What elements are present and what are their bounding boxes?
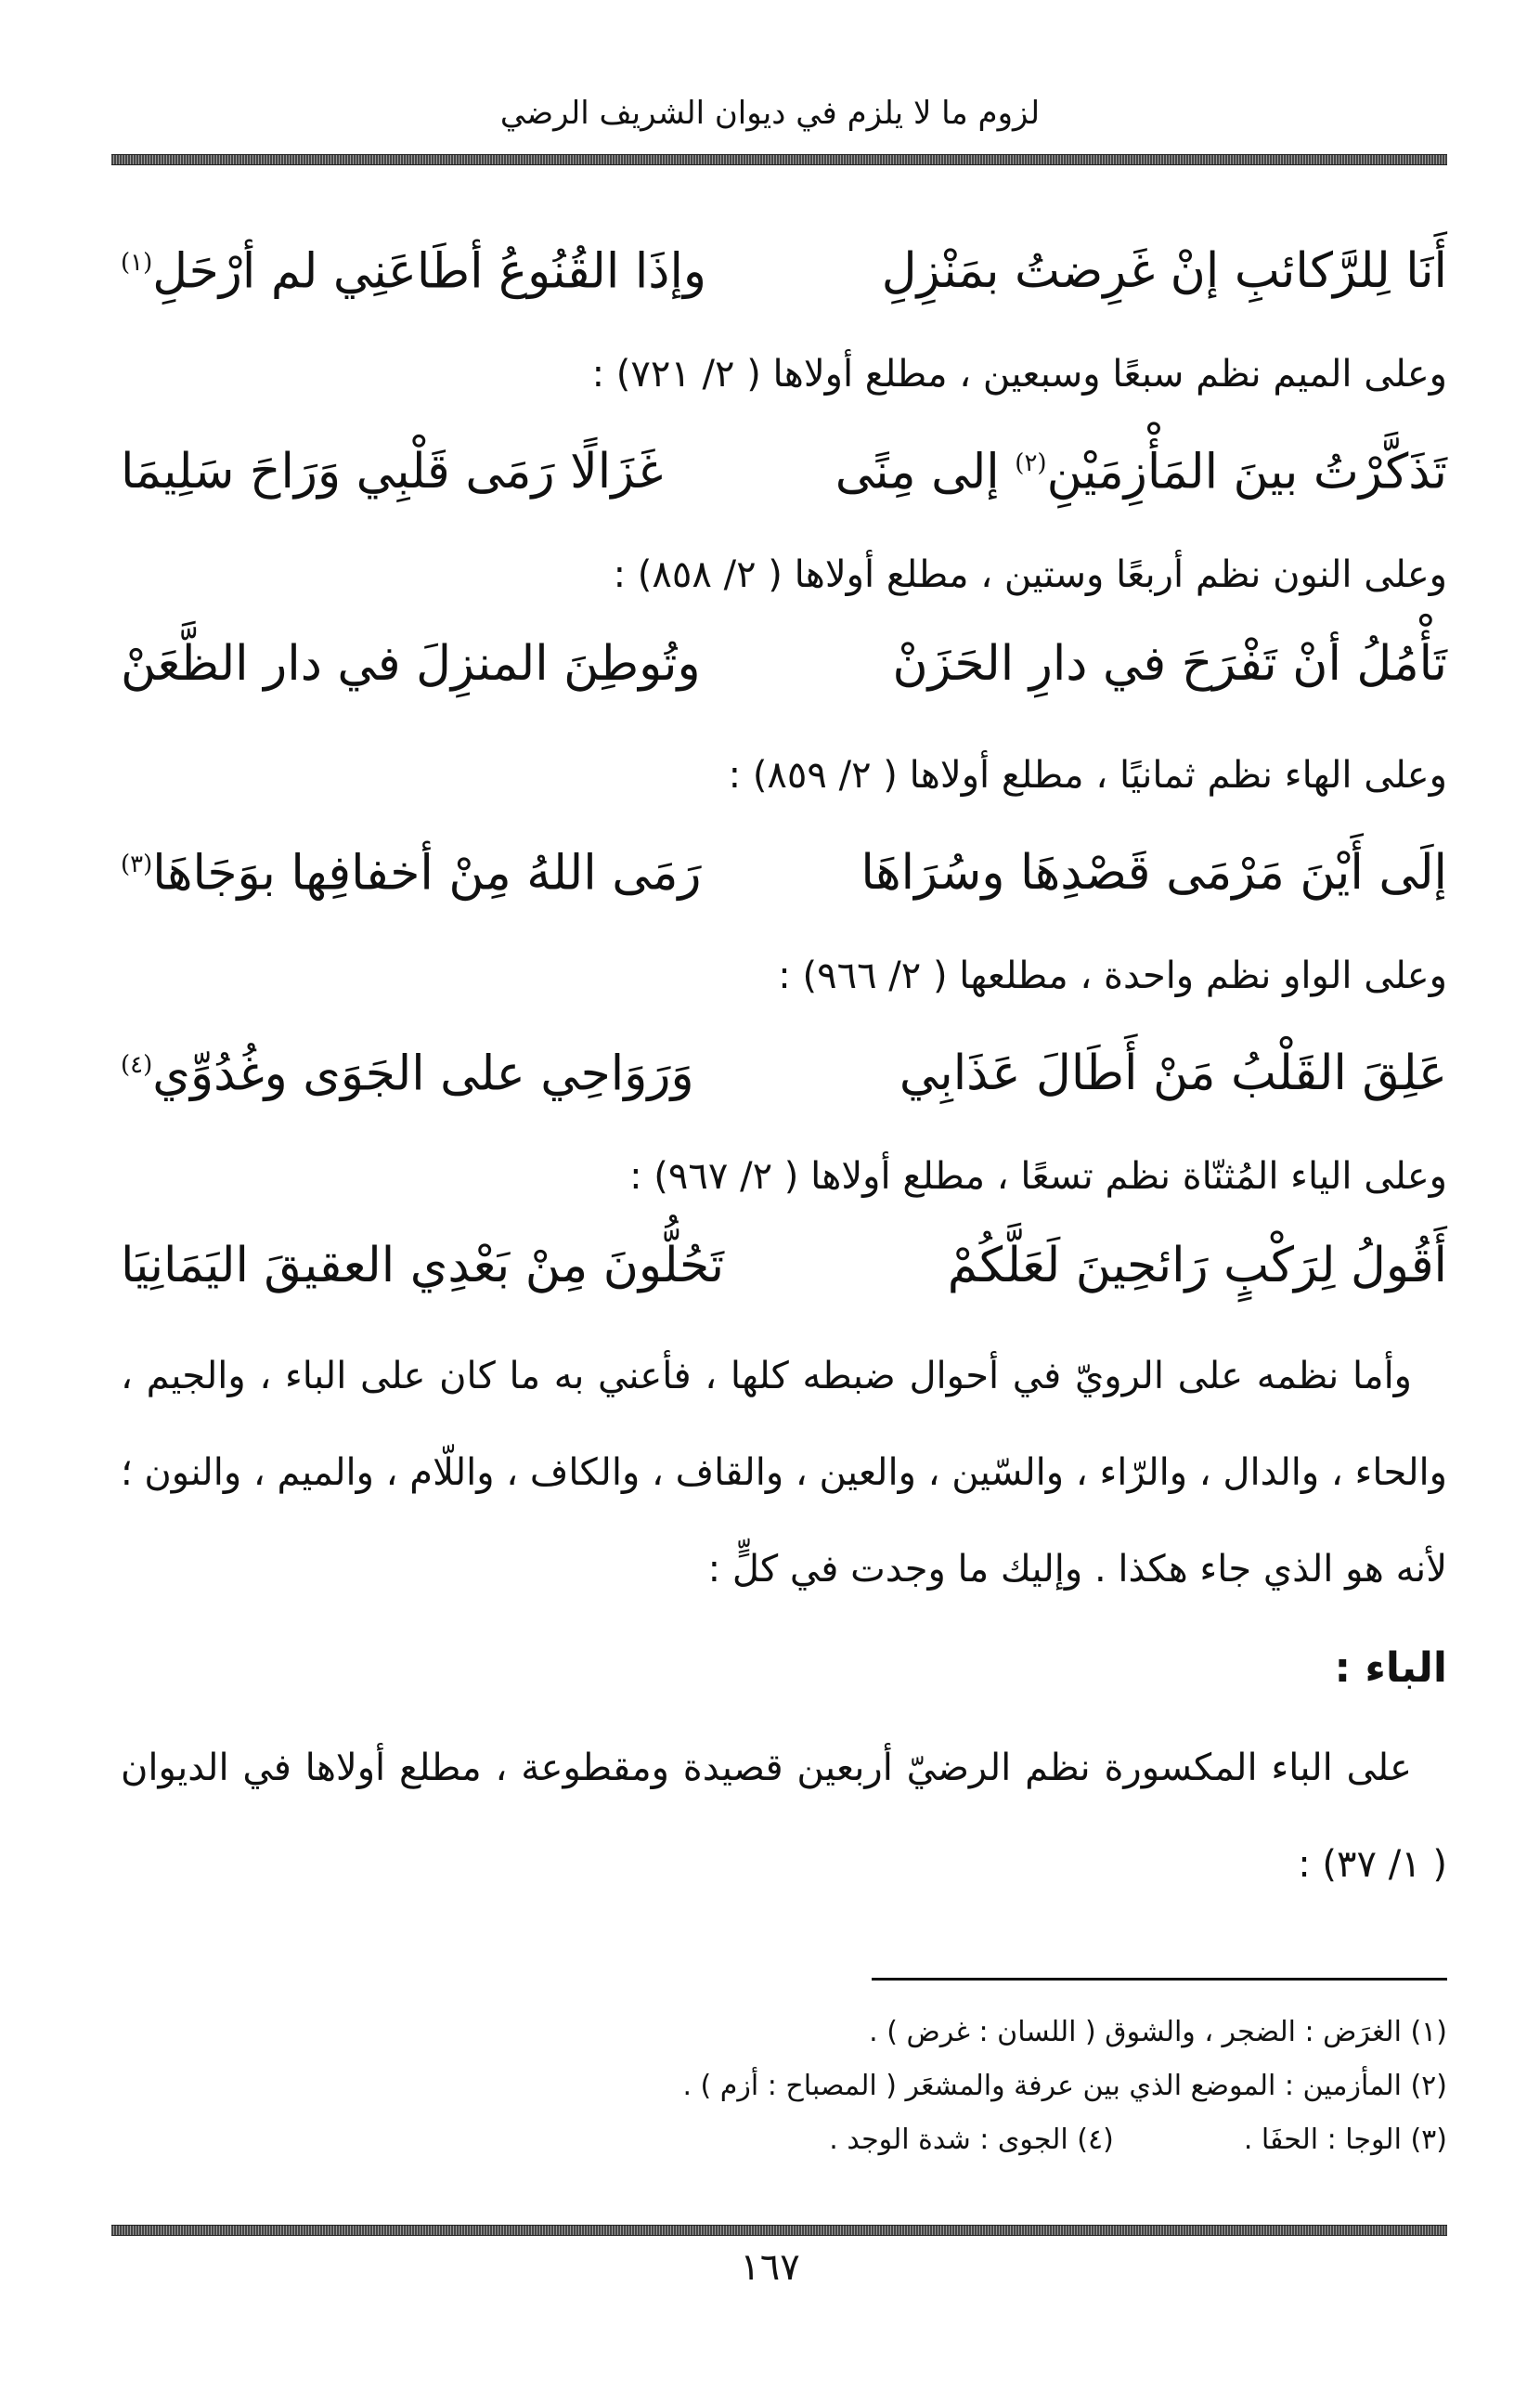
footnote-marker: (١) [121,249,153,277]
header-rule [111,154,1447,165]
verse-second-hemistich-text: رَمَى اللهُ مِنْ أخفافِها بوَجَاهَا [152,845,702,902]
footnote-marker: (٤) [121,1051,153,1079]
page-number: ١٦٧ [740,2246,800,2289]
verse-second-hemistich-text: وإذَا القُنُوعُ أطَاعَنِي لم أرْحَلِ [152,243,707,300]
footnote-marker: (٢) [1015,449,1047,477]
footnote-3: (٣) الوجا : الحفَا . [1243,2124,1447,2156]
body-paragraph: وأما نظمه على الرويّ في أحوال ضبطه كلها ، فأعني به ما كان على الباء ، والجيم ، والحاء ، والدال ، والرّاء ، والسّين ، والعين ، والقاف ، والكاف ، واللّام ، والميم ، والنون ؛ لأنه هو الذي جاء هكذا . وإليك ما وجدت في كلٍّ : [121,1355,1447,1591]
verse-line [121,223,1447,325]
verse-second-hemistich [121,223,706,311]
footnotes [121,2006,1447,2167]
footnote-marker: (٣) [121,851,153,878]
verse-second-hemistich [121,1025,694,1113]
verse-second-hemistich-text: وَرَوَاحِي على الجَوَى وغُدُوِّي [152,1046,694,1102]
verse-second-hemistich [121,825,702,913]
verse-first-hemistich-text: تَذَكَّرْتُ بينَ المَأْزِمَيْنِ [1046,444,1447,500]
verse-line [121,1226,1447,1328]
footnote-row [121,2113,1447,2167]
prose-line: وعلى الواو نظم واحدة ، مطلعها ( ٢/ ٩٦٦) : [778,955,1447,997]
running-head: لزوم ما لا يلزم في ديوان الشريف الرضي [499,95,1041,132]
verse-first-hemistich: أَقُولُ لِرَكْبٍ رَائحِينَ لَعَلَّكُمْ [947,1238,1447,1293]
verse-second-hemistich: وتُوطِنَ المنزِلَ في دار الظَّعَنْ [121,636,701,692]
verse-line [121,624,1447,726]
verse-second-hemistich: تَحُلُّونَ مِنْ بَعْدِي العقيقَ اليَمَانِيَا [121,1238,725,1293]
section-paragraph: على الباء المكسورة نظم الرضيّ أربعين قصيدة ومقطوعة ، مطلع أولاها في الديوان ( ١/ ٣٧) : [121,1747,1447,1886]
footer-rule [111,2225,1447,2236]
verse-first-hemistich: عَلِقَ القَلْبُ مَنْ أَطَالَ عَذَابِي [899,1046,1447,1102]
verse-line [121,423,1447,526]
prose-line: وعلى الهاء نظم ثمانيًا ، مطلع أولاها ( ٢/ ٨٥٩) : [728,754,1447,797]
verse-first-hemistich: تَأْمُلُ أنْ تَفْرَحَ في دارِ الحَزَنْ [892,636,1447,692]
verse-first-hemistich: أَنَا لِلرَّكائبِ إنْ غَرِضتُ بمَنْزِلِ [881,243,1447,300]
prose-line: وعلى الياء المُثنّاة نظم تسعًا ، مطلع أولاها ( ٢/ ٩٦٧) : [629,1155,1447,1198]
main-text [121,223,1447,1913]
footnote-1: (١) الغرَض : الضجر ، والشوق ( اللسان : غرض ) . [869,2016,1447,2048]
footnote-4: (٤) الجوى : شدة الوجد . [829,2124,1114,2156]
prose-line: وعلى النون نظم أربعًا وستين ، مطلع أولاها ( ٢/ ٨٥٨) : [613,553,1447,596]
verse-line [121,1025,1447,1127]
verse-second-hemistich: غَزَالًا رَمَى قَلْبِي وَرَاحَ سَلِيمَا [121,444,664,500]
verse-first-hemistich-end: إلى مِنًى [835,444,1000,500]
footnote-2: (٢) المأزمين : الموضع الذي بين عرفة والمشعَر ( المصباح : أزم ) . [682,2070,1447,2102]
footnote-separator [872,1978,1447,1981]
verse-first-hemistich [835,423,1447,512]
prose-line: وعلى الميم نظم سبعًا وسبعين ، مطلع أولاها ( ٢/ ٧٢١) : [591,353,1447,396]
verse-line [121,825,1447,927]
verse-first-hemistich: إلَى أَيْنَ مَرْمَى قَصْدِهَا وسُرَاهَا [861,845,1447,902]
section-heading: الباء : [1334,1644,1447,1692]
